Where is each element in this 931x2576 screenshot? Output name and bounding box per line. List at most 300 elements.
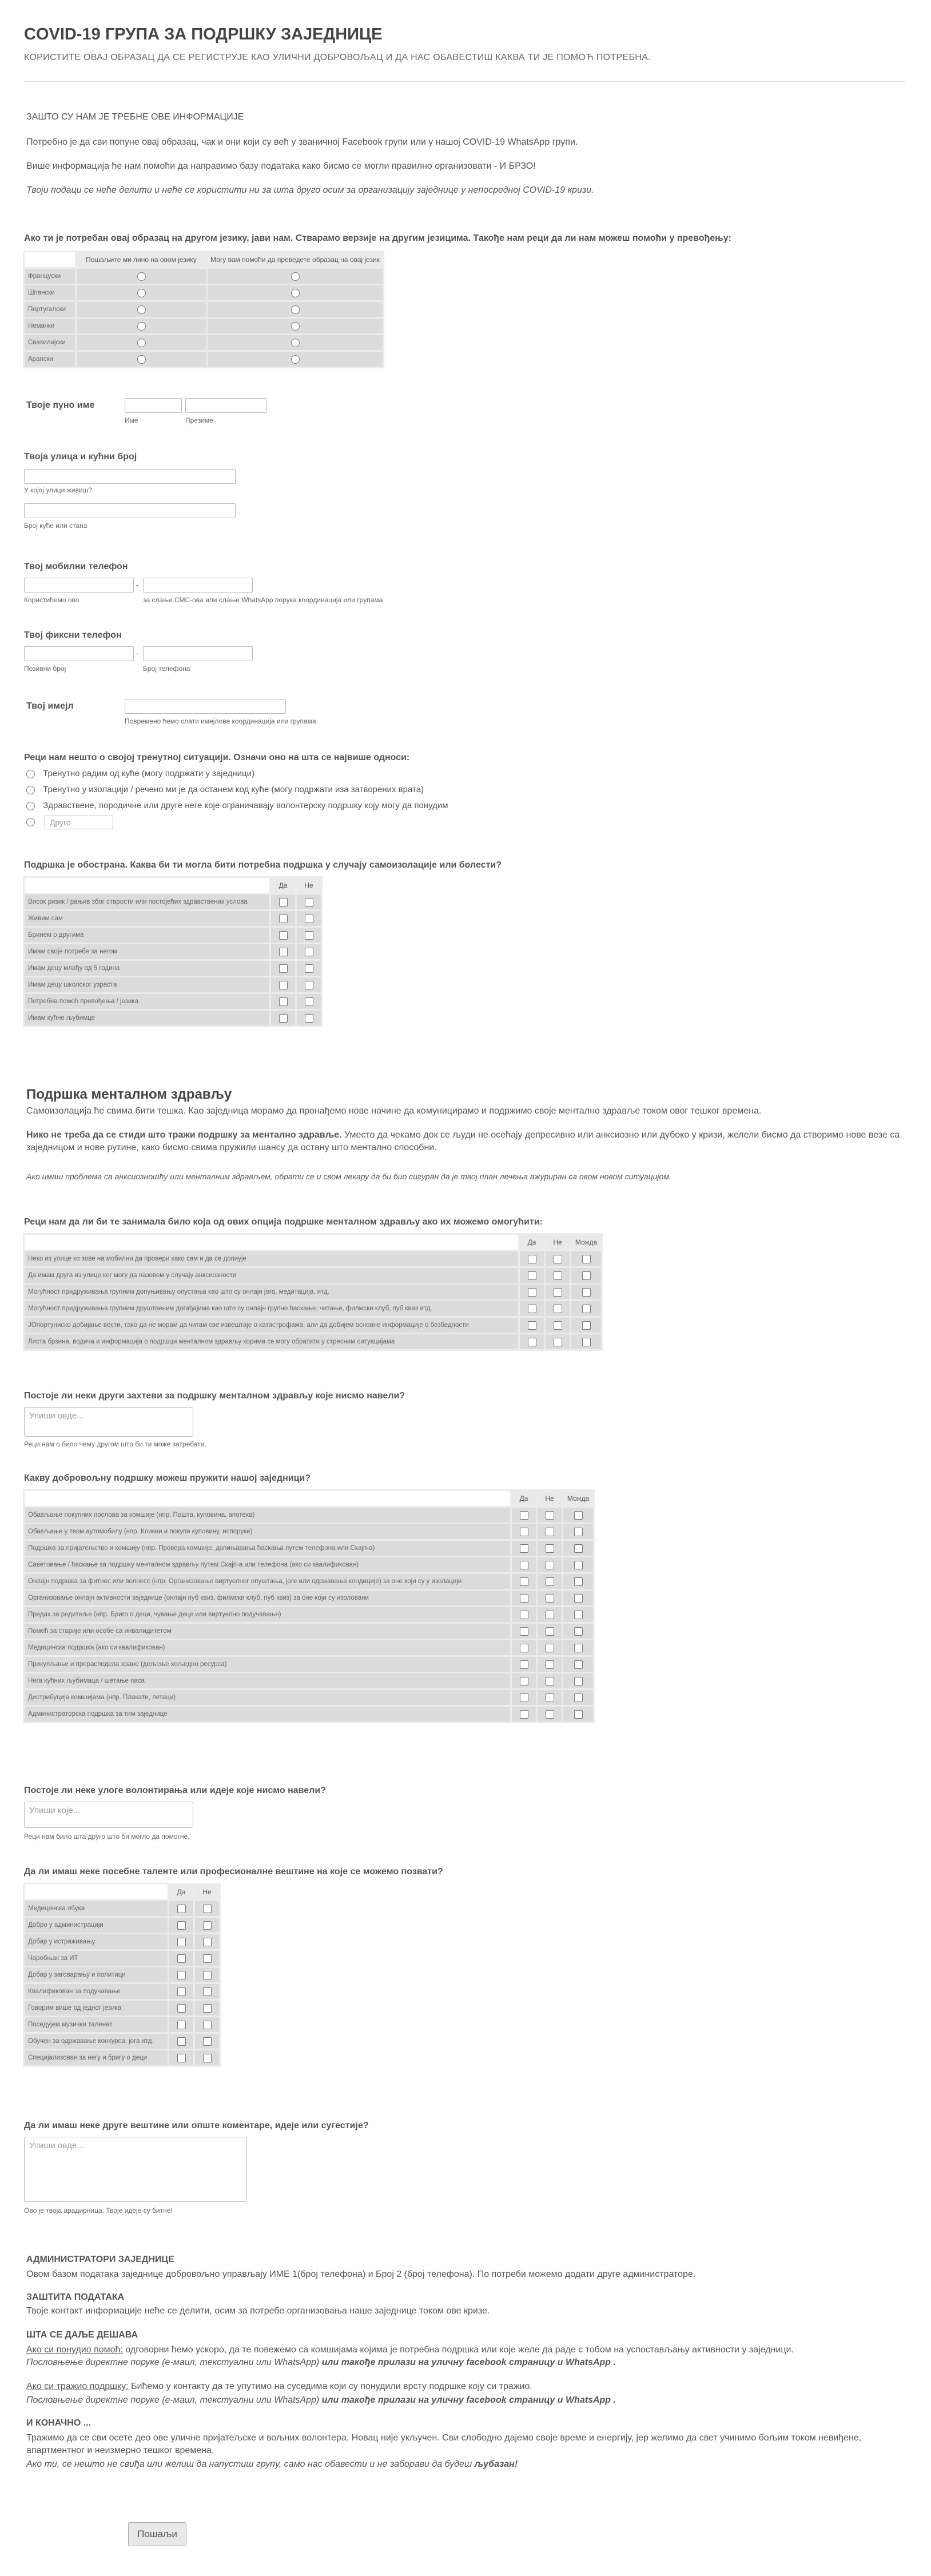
radio-send[interactable]	[77, 285, 206, 300]
street-input[interactable]	[24, 469, 236, 484]
requested-help-label: Ако си тражио подршку:	[26, 2382, 129, 2391]
no-cell[interactable]	[195, 2034, 219, 2049]
row-label: Предах за родитеље (нпр. Бриго о деци, чување деце или виртуелно подучавање)	[25, 1607, 510, 1622]
no-cell[interactable]	[297, 1011, 321, 1025]
checkbox[interactable]	[546, 1528, 554, 1536]
name-label: Твоје пуно име	[26, 400, 95, 410]
radio-send[interactable]	[77, 335, 206, 350]
checkbox[interactable]	[574, 1660, 583, 1669]
checkbox[interactable]	[279, 1014, 288, 1023]
offered-help-text: одговорни ћемо ускоро, да те повежемо са комшијама којима је потребна подршка или које желе да раде с тобом на успостављању активности у заједници.	[122, 2345, 794, 2355]
mental-health-heading: Подршка менталном здрављу	[26, 1087, 232, 1102]
yes-cell[interactable]	[512, 1657, 536, 1672]
yes-cell[interactable]	[512, 1508, 536, 1522]
radio-button[interactable]	[137, 289, 146, 297]
checkbox[interactable]	[554, 1271, 562, 1280]
no-cell[interactable]	[538, 1673, 562, 1688]
maybe-cell[interactable]	[563, 1673, 593, 1688]
comments-textarea[interactable]: Упиши овде...	[24, 2137, 247, 2202]
yes-cell[interactable]	[271, 994, 295, 1009]
matrix-corner	[25, 252, 75, 267]
radio-send[interactable]	[77, 352, 206, 367]
no-cell[interactable]	[538, 1591, 562, 1605]
no-cell[interactable]	[538, 1541, 562, 1556]
row-label: Да имам друга из улице ког могу да назовем у случају анксиозности	[25, 1268, 518, 1283]
checkbox[interactable]	[305, 964, 313, 973]
mobile-area-input[interactable]	[24, 578, 134, 593]
checkbox[interactable]	[582, 1338, 591, 1346]
first-name-hint: Име	[125, 416, 138, 424]
no-cell[interactable]	[546, 1301, 570, 1316]
matrix-row	[25, 1508, 593, 1522]
matrix-row	[25, 1640, 593, 1655]
checkbox[interactable]	[574, 1544, 583, 1553]
no-cell[interactable]	[538, 1707, 562, 1722]
checkbox[interactable]	[177, 1971, 186, 1979]
situation-option-other[interactable]	[26, 814, 35, 829]
radio-send[interactable]	[77, 319, 206, 333]
checkbox[interactable]	[574, 1677, 583, 1685]
checkbox[interactable]	[546, 1594, 554, 1603]
checkbox[interactable]	[177, 2004, 186, 2013]
checkbox[interactable]	[279, 997, 288, 1006]
no-cell[interactable]	[538, 1640, 562, 1655]
checkbox[interactable]	[528, 1255, 536, 1263]
checkbox[interactable]	[279, 964, 288, 973]
checkbox[interactable]	[203, 2004, 212, 2013]
yes-cell[interactable]	[520, 1301, 544, 1316]
checkbox[interactable]	[528, 1338, 536, 1346]
no-cell[interactable]	[195, 1967, 219, 1982]
no-cell[interactable]	[195, 2050, 219, 2065]
row-label: Имам кућне љубимце	[25, 1011, 269, 1025]
admins-paragraph: Овом базом података заједнице добровољно управљају ИМЕ 1(број телефона) и Број 2 (број телефона). По потреби можемо додати друге администраторе.	[26, 2269, 696, 2279]
no-cell[interactable]	[297, 928, 321, 943]
checkbox[interactable]	[528, 1288, 536, 1297]
house-number-input[interactable]	[24, 503, 236, 518]
yes-cell[interactable]	[169, 1934, 193, 1949]
yes-cell[interactable]	[520, 1318, 544, 1333]
contact-bold: или такође прилази на уличну facebook страницу и WhatsApp .	[319, 2358, 616, 2367]
checkbox[interactable]	[520, 1710, 528, 1719]
no-cell[interactable]	[297, 977, 321, 992]
yes-cell[interactable]	[169, 2034, 193, 2049]
radio-button[interactable]	[291, 355, 300, 364]
radio-send[interactable]	[77, 302, 206, 317]
no-cell[interactable]	[195, 1984, 219, 1999]
yes-cell[interactable]	[169, 2001, 193, 2016]
no-cell[interactable]	[538, 1690, 562, 1705]
row-label: Организовање онлајн активности заједнице (онлајн пуб квиз, филмски клуб, пуб квиз) за оне који су изоловани	[25, 1591, 510, 1605]
checkbox[interactable]	[574, 1577, 583, 1586]
yes-cell[interactable]	[520, 1268, 544, 1283]
yes-cell[interactable]	[271, 928, 295, 943]
checkbox[interactable]	[203, 1938, 212, 1946]
mental-health-bold-text: Нико не треба да се стиди што тражи подршку за ментално здравље.	[26, 1130, 342, 1140]
yes-cell[interactable]	[169, 2017, 193, 2032]
yes-cell[interactable]	[271, 944, 295, 959]
landline-area-input[interactable]	[24, 646, 134, 661]
other-situation-input[interactable]: Друго	[45, 816, 113, 829]
yes-cell[interactable]	[271, 895, 295, 909]
volunteer-question: Какву добровољну подршку можеш пружити нашој заједници?	[24, 1473, 311, 1483]
maybe-cell[interactable]	[563, 1557, 593, 1572]
checkbox[interactable]	[520, 1694, 528, 1702]
radio-button[interactable]	[291, 289, 300, 297]
yes-cell[interactable]	[271, 1011, 295, 1025]
maybe-cell[interactable]	[571, 1251, 601, 1266]
checkbox[interactable]	[546, 1544, 554, 1553]
column-header: Да	[169, 1885, 193, 1899]
situation-question: Реци нам нешто о својој тренутној ситуацији. Означи оно на шта се највише односи:	[24, 753, 410, 762]
yes-cell[interactable]	[512, 1707, 536, 1722]
radio-button[interactable]	[291, 322, 300, 331]
yes-cell[interactable]	[512, 1541, 536, 1556]
checkbox[interactable]	[177, 2054, 186, 2062]
yes-cell[interactable]	[271, 977, 295, 992]
checkbox[interactable]	[520, 1627, 528, 1636]
checkbox[interactable]	[520, 1544, 528, 1553]
radio-button[interactable]	[137, 305, 146, 314]
checkbox[interactable]	[546, 1627, 554, 1636]
checkbox[interactable]	[177, 1905, 186, 1913]
checkbox[interactable]	[279, 898, 288, 907]
row-label: Квалификован за подучавање	[25, 1984, 168, 1999]
maybe-cell[interactable]	[571, 1285, 601, 1299]
maybe-cell[interactable]	[563, 1574, 593, 1589]
matrix-row	[25, 1901, 219, 1916]
checkbox[interactable]	[574, 1594, 583, 1603]
no-cell[interactable]	[195, 1918, 219, 1933]
row-label: ЈОпортуниско добијање вести, тако да не морам да читам све извештаје о катастрофама, али да добијем основне информације о безбедности	[25, 1318, 518, 1333]
next-steps-offered	[26, 2344, 794, 2356]
matrix-row	[25, 961, 321, 976]
checkbox[interactable]	[574, 1511, 583, 1520]
radio-button[interactable]	[137, 272, 146, 281]
no-cell[interactable]	[546, 1334, 570, 1349]
mental-options-matrix	[23, 1233, 603, 1351]
checkbox[interactable]	[528, 1305, 536, 1313]
yes-cell[interactable]	[169, 1967, 193, 1982]
checkbox[interactable]	[520, 1577, 528, 1586]
checkbox[interactable]	[546, 1677, 554, 1685]
checkbox[interactable]	[177, 1987, 186, 1996]
form-title: COVID-19 ГРУПА ЗА ПОДРШКУ ЗАЈЕДНИЦЕ	[24, 25, 383, 43]
no-cell[interactable]	[297, 961, 321, 976]
no-cell[interactable]	[538, 1624, 562, 1639]
checkbox[interactable]	[554, 1288, 562, 1297]
checkbox[interactable]	[582, 1271, 591, 1280]
matrix-corner	[25, 1235, 518, 1250]
radio-translate[interactable]	[208, 319, 383, 333]
email-input[interactable]	[125, 699, 286, 714]
radio-button[interactable]	[26, 770, 35, 778]
no-cell[interactable]	[538, 1574, 562, 1589]
yes-cell[interactable]	[512, 1690, 536, 1705]
checkbox[interactable]	[574, 1694, 583, 1702]
matrix-row	[25, 1301, 601, 1316]
no-cell[interactable]	[538, 1657, 562, 1672]
radio-button[interactable]	[291, 339, 300, 347]
checkbox[interactable]	[582, 1321, 591, 1330]
checkbox[interactable]	[574, 1561, 583, 1569]
checkbox[interactable]	[520, 1594, 528, 1603]
checkbox[interactable]	[546, 1561, 554, 1569]
maybe-cell[interactable]	[563, 1657, 593, 1672]
checkbox[interactable]	[546, 1694, 554, 1702]
requested-help-text: Бићемо у контакту да те упутимо на суседима који су понудили врсту подршке коју си тражио.	[128, 2382, 532, 2391]
checkbox[interactable]	[554, 1255, 562, 1263]
yes-cell[interactable]	[512, 1591, 536, 1605]
checkbox[interactable]	[279, 981, 288, 989]
radio-button[interactable]	[137, 355, 146, 364]
checkbox[interactable]	[305, 981, 313, 989]
yes-cell[interactable]	[512, 1624, 536, 1639]
radio-button[interactable]	[26, 802, 35, 810]
checkbox[interactable]	[574, 1611, 583, 1619]
checkbox[interactable]	[546, 1644, 554, 1652]
checkbox[interactable]	[520, 1561, 528, 1569]
row-label: Висок ризик / рањив због старости или постојећих здравствених услова	[25, 895, 269, 909]
matrix-row	[25, 1591, 593, 1605]
column-header: Да	[520, 1235, 544, 1250]
maybe-cell[interactable]	[571, 1301, 601, 1316]
yes-cell[interactable]	[520, 1334, 544, 1349]
radio-translate[interactable]	[208, 352, 383, 367]
maybe-cell[interactable]	[563, 1607, 593, 1622]
checkbox[interactable]	[520, 1611, 528, 1619]
checkbox[interactable]	[203, 1905, 212, 1913]
matrix-row	[25, 1318, 601, 1333]
checkbox[interactable]	[279, 931, 288, 940]
checkbox[interactable]	[520, 1511, 528, 1520]
radio-button[interactable]	[137, 322, 146, 331]
checkbox[interactable]	[203, 2037, 212, 2046]
checkbox[interactable]	[177, 1938, 186, 1946]
checkbox[interactable]	[582, 1288, 591, 1297]
yes-cell[interactable]	[169, 1951, 193, 1966]
no-cell[interactable]	[546, 1251, 570, 1266]
yes-cell[interactable]	[512, 1673, 536, 1688]
no-cell[interactable]	[195, 1934, 219, 1949]
mental-other-textarea[interactable]: Упиши овде...	[24, 1407, 193, 1437]
checkbox[interactable]	[305, 915, 313, 923]
row-label: Медицинска подршка (ако си квалификован)	[25, 1640, 510, 1655]
row-label: Имам своје потребе за негом	[25, 944, 269, 959]
submit-button[interactable]: Пошаљи	[128, 2522, 186, 2546]
no-cell[interactable]	[297, 994, 321, 1009]
checkbox[interactable]	[203, 1954, 212, 1963]
radio-button[interactable]	[26, 818, 35, 826]
mobile-label: Твој мобилни телефон	[24, 562, 128, 571]
next-steps-heading: ШТА СЕ ДАЉЕ ДЕШАВА	[26, 2330, 138, 2340]
checkbox[interactable]	[177, 2037, 186, 2046]
row-label: Подршка за пријатељство и комшију (нпр. Провера комшије, допињавања ћаскања путем телефона или Скајп-а)	[25, 1541, 510, 1556]
matrix-row	[25, 2034, 219, 2049]
checkbox[interactable]	[546, 1511, 554, 1520]
checkbox[interactable]	[520, 1528, 528, 1536]
yes-cell[interactable]	[169, 2050, 193, 2065]
no-cell[interactable]	[538, 1557, 562, 1572]
checkbox[interactable]	[546, 1611, 554, 1619]
matrix-row	[25, 911, 321, 926]
matrix-row	[25, 994, 321, 1009]
checkbox[interactable]	[582, 1305, 591, 1313]
maybe-cell[interactable]	[563, 1640, 593, 1655]
contact-text: Пословњење директне поруке (е-маил, текстуални или WhatsApp)	[26, 2395, 320, 2405]
checkbox[interactable]	[305, 997, 313, 1006]
checkbox[interactable]	[520, 1677, 528, 1685]
yes-cell[interactable]	[271, 961, 295, 976]
row-label: Листа брзина, водича и информација о подршци менталном здрављу корима се могу обратити у стресним ситуацијама	[25, 1334, 518, 1349]
no-cell[interactable]	[538, 1524, 562, 1539]
checkbox[interactable]	[554, 1321, 562, 1330]
no-cell[interactable]	[538, 1508, 562, 1522]
radio-translate[interactable]	[208, 302, 383, 317]
yes-cell[interactable]	[169, 1984, 193, 1999]
checkbox[interactable]	[177, 2021, 186, 2029]
maybe-cell[interactable]	[563, 1508, 593, 1522]
row-label: Арапски	[25, 352, 75, 367]
mental-other-question: Постоје ли неки други захтеви за подршку менталном здрављу које нисмо навели?	[24, 1391, 405, 1401]
checkbox[interactable]	[279, 948, 288, 956]
checkbox[interactable]	[546, 1710, 554, 1719]
checkbox[interactable]	[279, 915, 288, 923]
checkbox[interactable]	[305, 948, 313, 956]
volunteer-other-hint: Реци нам било шта друго што би могло да помогне.	[24, 1832, 190, 1840]
maybe-cell[interactable]	[571, 1334, 601, 1349]
last-name-hint: Презиме	[185, 416, 213, 424]
checkbox[interactable]	[203, 1971, 212, 1979]
matrix-corner	[25, 878, 269, 893]
checkbox[interactable]	[177, 1954, 186, 1963]
situation-option[interactable]	[26, 782, 424, 797]
maybe-cell[interactable]	[563, 1541, 593, 1556]
maybe-cell[interactable]	[563, 1524, 593, 1539]
maybe-cell[interactable]	[563, 1707, 593, 1722]
dash-separator: -	[136, 649, 139, 658]
radio-translate[interactable]	[208, 269, 383, 284]
volunteer-other-textarea[interactable]: Упиши које...	[24, 1802, 193, 1828]
no-cell[interactable]	[195, 2001, 219, 2016]
no-cell[interactable]	[546, 1268, 570, 1283]
mental-health-paragraph-2	[26, 1129, 901, 1154]
yes-cell[interactable]	[169, 1901, 193, 1916]
column-header: Пошаљите ми лино на овом језику	[77, 252, 206, 267]
checkbox[interactable]	[574, 1528, 583, 1536]
checkbox[interactable]	[520, 1644, 528, 1652]
first-name-input[interactable]	[125, 398, 182, 413]
situation-option[interactable]	[26, 798, 448, 813]
maybe-cell[interactable]	[571, 1318, 601, 1333]
radio-button[interactable]	[291, 272, 300, 281]
no-cell[interactable]	[297, 911, 321, 926]
yes-cell[interactable]	[271, 911, 295, 926]
mobile-number-input[interactable]	[143, 578, 253, 593]
no-cell[interactable]	[546, 1285, 570, 1299]
row-label: Медицинска обука	[25, 1901, 168, 1916]
matrix-row	[25, 2017, 219, 2032]
situation-option[interactable]	[26, 766, 254, 781]
matrix-row	[25, 1557, 593, 1572]
checkbox[interactable]	[305, 898, 313, 907]
privacy-paragraph: Твоје контакт информације неће се делити, осим за потребе организовања наше заједнице током ове кризе.	[26, 2306, 490, 2316]
checkbox[interactable]	[305, 931, 313, 940]
checkbox[interactable]	[528, 1271, 536, 1280]
no-cell[interactable]	[297, 895, 321, 909]
checkbox[interactable]	[528, 1321, 536, 1330]
yes-cell[interactable]	[512, 1607, 536, 1622]
yes-cell[interactable]	[512, 1557, 536, 1572]
checkbox[interactable]	[554, 1305, 562, 1313]
contact-bold: или такође прилази на уличну facebook страницу и WhatsApp .	[319, 2395, 616, 2405]
radio-send[interactable]	[77, 269, 206, 284]
checkbox[interactable]	[582, 1255, 591, 1263]
yes-cell[interactable]	[520, 1251, 544, 1266]
maybe-cell[interactable]	[563, 1690, 593, 1705]
row-label: Обучен за одржавање конкурса, јога итд.	[25, 2034, 168, 2049]
matrix-row	[25, 1967, 219, 1982]
checkbox[interactable]	[574, 1644, 583, 1652]
no-cell[interactable]	[195, 1951, 219, 1966]
checkbox[interactable]	[574, 1627, 583, 1636]
final-heading: И КОНАЧНО ...	[26, 2418, 91, 2428]
matrix-row	[25, 1607, 593, 1622]
checkbox[interactable]	[177, 1921, 186, 1930]
no-cell[interactable]	[195, 1901, 219, 1916]
matrix-row	[25, 977, 321, 992]
no-cell[interactable]	[546, 1318, 570, 1333]
yes-cell[interactable]	[512, 1574, 536, 1589]
checkbox[interactable]	[203, 2054, 212, 2062]
checkbox[interactable]	[203, 1921, 212, 1930]
column-header: Да	[512, 1491, 536, 1506]
checkbox[interactable]	[520, 1660, 528, 1669]
checkbox[interactable]	[546, 1660, 554, 1669]
landline-number-input[interactable]	[143, 646, 253, 661]
next-steps-requested-contact	[26, 2394, 616, 2407]
checkbox[interactable]	[203, 2021, 212, 2029]
row-label: Говорим више од једног језика	[25, 2001, 168, 2016]
option-label: Тренутно у изолацији / речено ми је да останем код куће (могу подржати иза затворених врата)	[43, 785, 424, 794]
no-cell[interactable]	[538, 1607, 562, 1622]
yes-cell[interactable]	[512, 1640, 536, 1655]
matrix-corner	[25, 1491, 510, 1506]
radio-button[interactable]	[26, 786, 35, 794]
yes-cell[interactable]	[520, 1285, 544, 1299]
intro-heading: ЗАШТО СУ НАМ ЈЕ ТРЕБНЕ ОВЕ ИНФОРМАЦИЈЕ	[26, 112, 244, 122]
no-cell[interactable]	[195, 2017, 219, 2032]
maybe-cell[interactable]	[563, 1591, 593, 1605]
maybe-cell[interactable]	[563, 1624, 593, 1639]
radio-button[interactable]	[137, 339, 146, 347]
checkbox[interactable]	[203, 1987, 212, 1996]
matrix-row	[25, 335, 383, 350]
last-name-input[interactable]	[185, 398, 266, 413]
radio-button[interactable]	[291, 305, 300, 314]
final-text: Ако ти, се нешто не свиђа или желиш да напустиш групу, само нас обавести и не заборави да будеш	[26, 2459, 475, 2469]
checkbox[interactable]	[554, 1338, 562, 1346]
yes-cell[interactable]	[169, 1918, 193, 1933]
checkbox[interactable]	[305, 1014, 313, 1023]
yes-cell[interactable]	[512, 1524, 536, 1539]
checkbox[interactable]	[574, 1710, 583, 1719]
radio-translate[interactable]	[208, 335, 383, 350]
no-cell[interactable]	[297, 944, 321, 959]
radio-translate[interactable]	[208, 285, 383, 300]
maybe-cell[interactable]	[571, 1268, 601, 1283]
checkbox[interactable]	[546, 1577, 554, 1586]
